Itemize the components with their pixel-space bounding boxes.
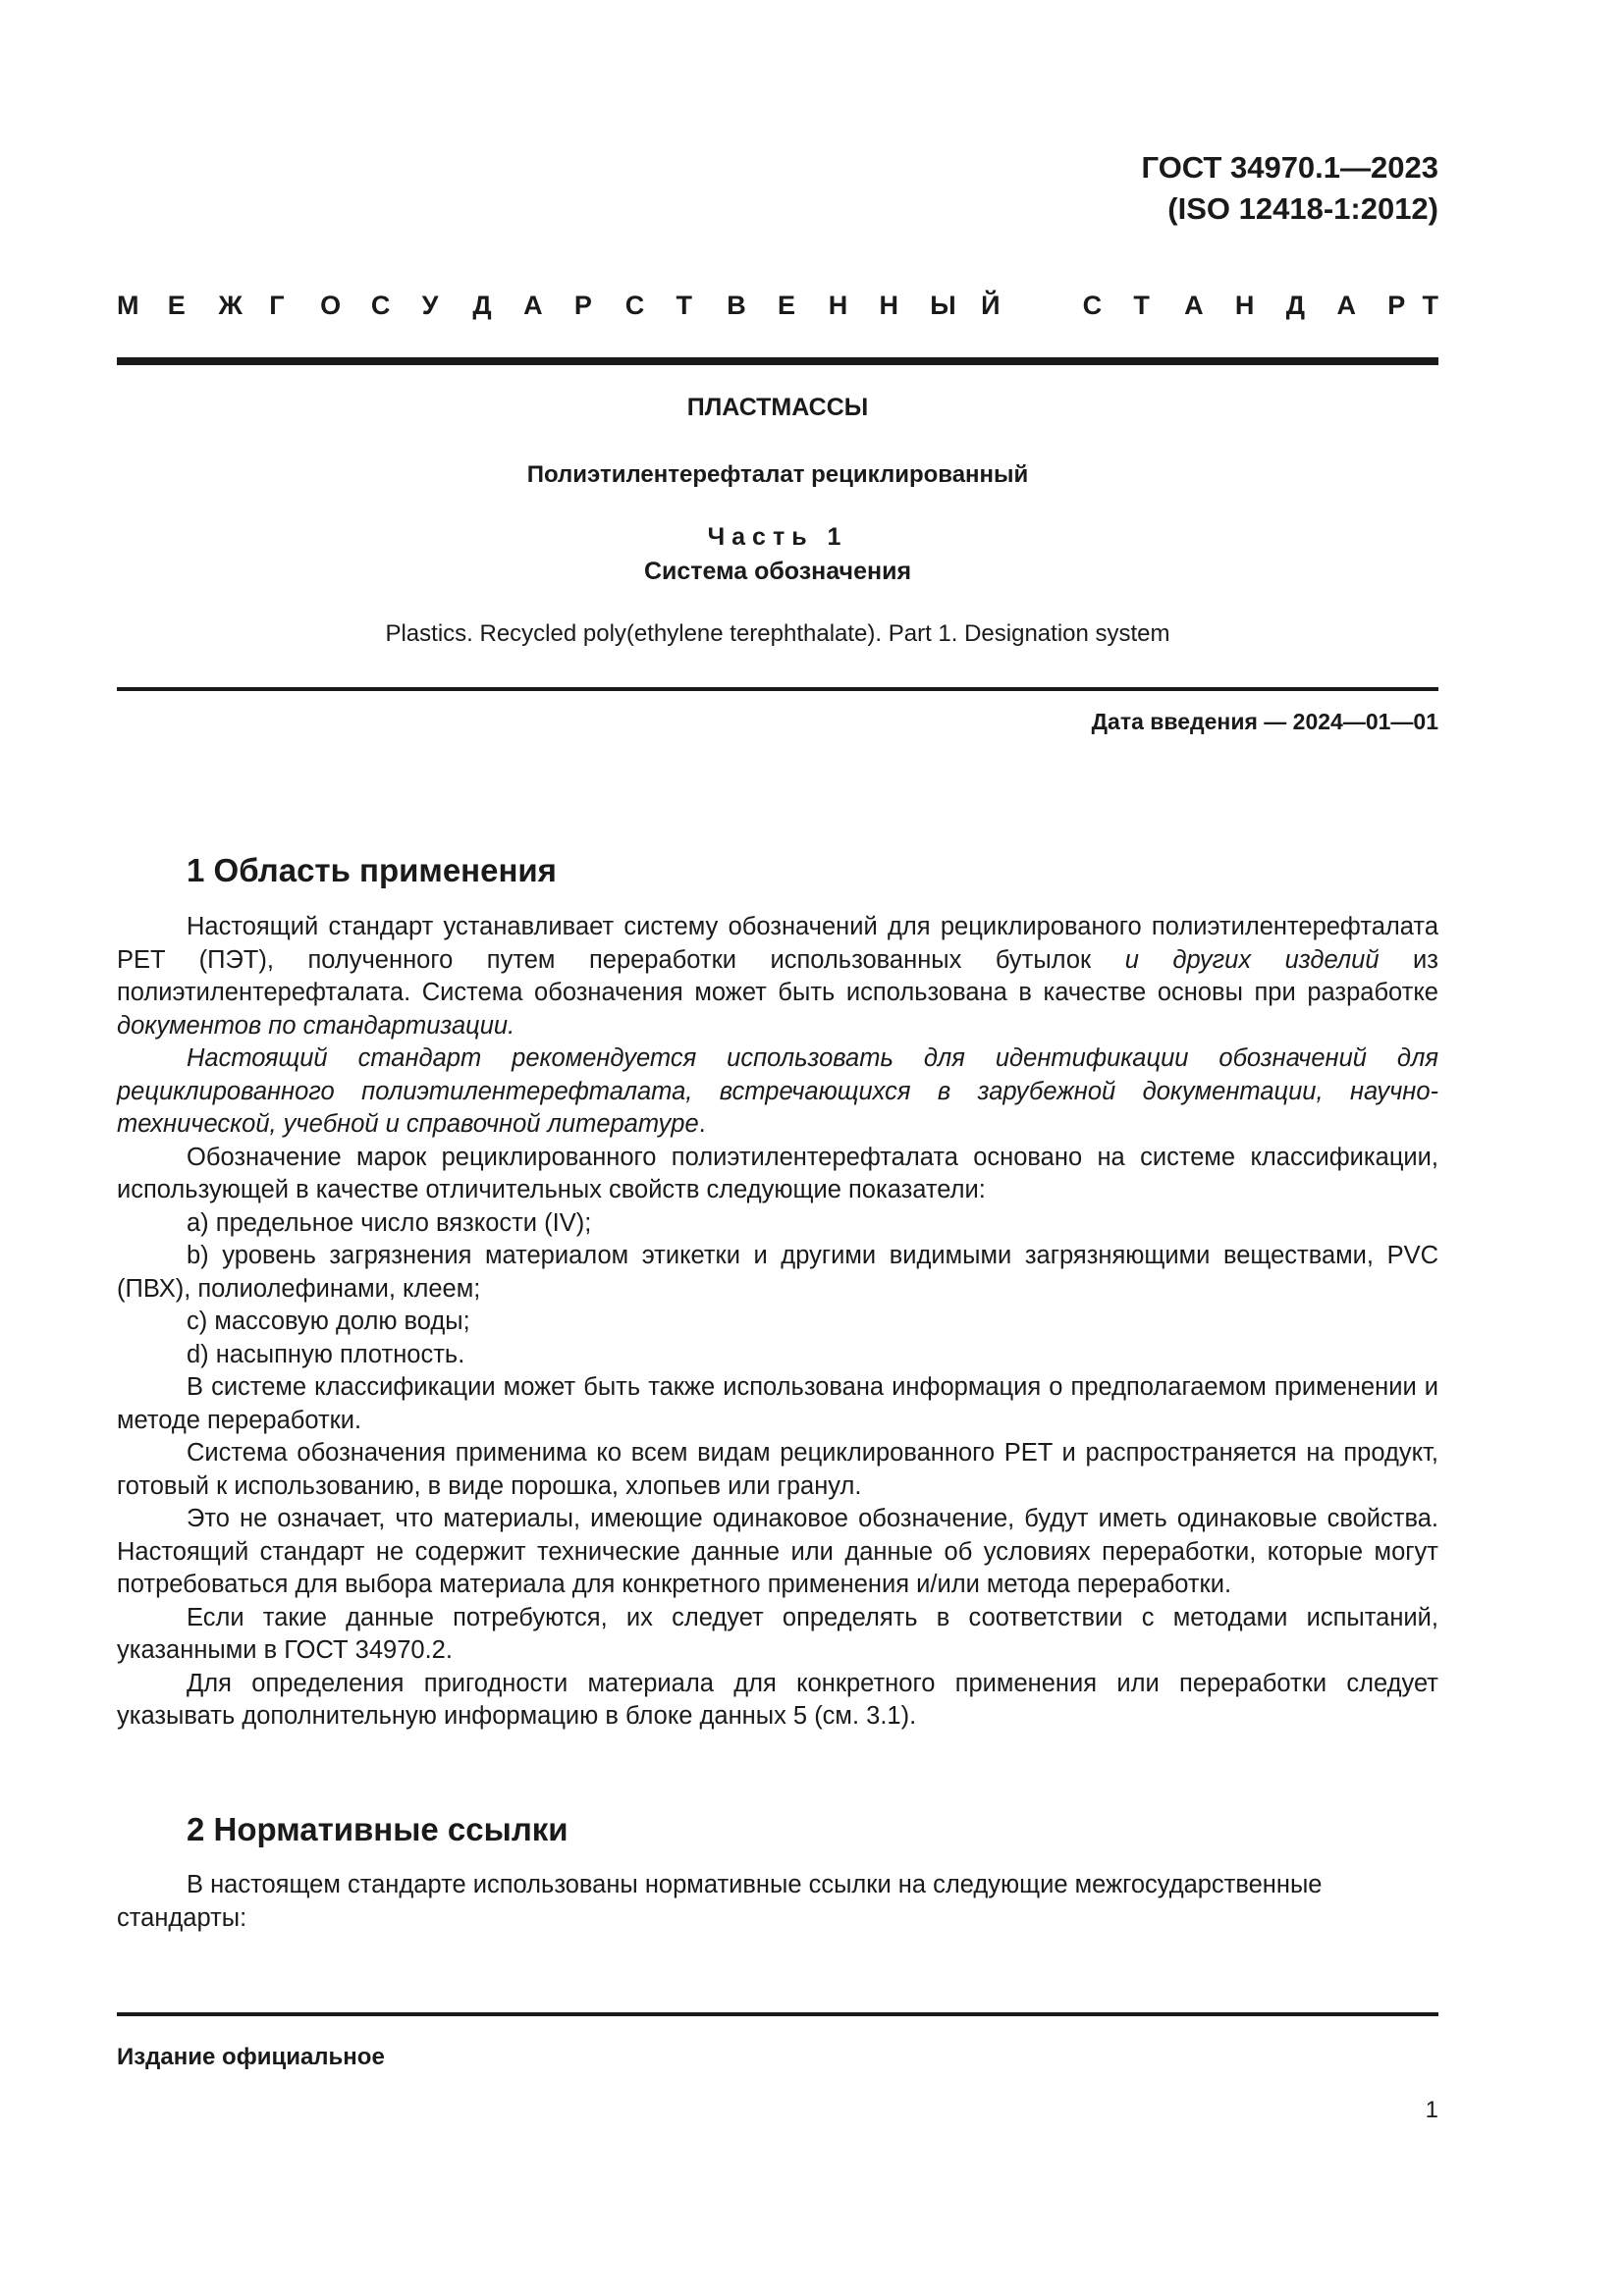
heading-letter: Н — [828, 291, 848, 320]
paragraph: В системе классификации может быть также использована информация о предполагаемом применении и методе переработки. — [117, 1373, 1438, 1434]
heading-letter: Ж — [218, 291, 243, 320]
heading-letter: А — [1184, 291, 1204, 320]
part-number: Часть 1 — [707, 523, 848, 551]
paragraph: Настоящий стандарт рекомендуется использовать для идентификации обозначений для рециклированного полиэтилентерефталата, встречающихся в зарубежной документации, научно-технической, учебной и справочной литературе. — [117, 1044, 1438, 1138]
paragraph: Это не означает, что материалы, имеющие одинаковое обозначение, будут иметь одинаковые свойства. Настоящий стандарт не содержит технические данные или данные об условиях переработки, которые могут потребоваться для выбора материала для конкретного применения и/или метода переработки. — [117, 1505, 1438, 1598]
paragraph: В настоящем стандарте использованы нормативные ссылки на следующие межгосударственные стандарты: — [117, 1871, 1323, 1932]
heading-letter: С — [624, 291, 645, 320]
heading-letter: Е — [778, 291, 796, 320]
document-subtitle: Полиэтилентерефталат рециклированный — [526, 461, 1029, 488]
list-item: a) предельное число вязкости (IV); — [187, 1208, 592, 1237]
heading-letter: М — [117, 291, 139, 320]
part-title: Система обозначения — [643, 558, 912, 585]
heading-letter: Р — [1387, 291, 1406, 320]
heading-letter: Е — [167, 291, 186, 320]
list-item: b) уровень загрязнения материалом этикетки и другими видимыми загрязняющими веществами, PVC (ПВХ), полиолефинами, клеем; — [117, 1242, 1438, 1303]
list-item: d) насыпную плотность. — [187, 1340, 465, 1368]
heading-letter: С — [370, 291, 391, 320]
heading-letter: С — [1082, 291, 1103, 320]
section-2-body — [117, 1869, 1438, 1935]
heading-letter: Г — [269, 291, 285, 320]
header-rule — [117, 357, 1438, 365]
gost-number: ГОСТ 34970.1—2023 — [1141, 150, 1438, 185]
interstate-standard-heading — [117, 291, 1438, 330]
paragraph: Для определения пригодности материала для конкретного применения или переработки следует указывать дополнительную информацию в блоке данных 5 (см. 3.1). — [117, 1669, 1438, 1730]
footer-rule — [117, 2012, 1438, 2016]
heading-letter: Т — [1422, 291, 1438, 320]
standard-designation — [1142, 147, 1438, 230]
paragraph: Настоящий стандарт устанавливает систему обозначений для рециклированого полиэтилентерефталата PET (ПЭТ), полученного путем переработки использованных бутылок и других изделий из полиэтилентерефталата. Система обозначения может быть использована в качестве основы при разработке документов по стандартизации. — [117, 913, 1438, 1040]
heading-letter: Д — [1285, 291, 1305, 320]
section-1-body — [117, 911, 1438, 1734]
page-number: 1 — [1425, 2097, 1438, 2123]
introduction-date: Дата введения — 2024—01—01 — [1091, 709, 1438, 734]
english-title: Plastics. Recycled poly(ethylene terephthalate). Part 1. Designation system — [385, 620, 1170, 647]
paragraph: Обозначение марок рециклированного полиэтилентерефталата основано на системе классификации, использующей в качестве отличительных свойств следующие показатели: — [117, 1143, 1438, 1203]
heading-letter: Р — [573, 291, 592, 320]
heading-letter: Н — [1234, 291, 1255, 320]
heading-letter: А — [523, 291, 543, 320]
heading-letter: Т — [676, 291, 692, 320]
official-edition-label: Издание официальное — [117, 2044, 385, 2070]
heading-letter: У — [421, 291, 439, 320]
heading-letter: Ы — [930, 291, 956, 320]
section-1-heading: 1 Область применения — [187, 852, 557, 888]
document-title: ПЛАСТМАССЫ — [686, 394, 869, 421]
heading-letter: Й — [981, 291, 1001, 320]
title-rule — [117, 687, 1438, 691]
heading-letter: Д — [472, 291, 492, 320]
heading-letter: В — [727, 291, 746, 320]
iso-number: (ISO 12418-1:2012) — [1167, 191, 1438, 226]
paragraph: Система обозначения применима ко всем видам рециклированного PET и распространяется на продукт, готовый к использованию, в виде порошка, хлопьев или гранул. — [117, 1439, 1438, 1500]
section-2-heading: 2 Нормативные ссылки — [187, 1811, 568, 1847]
heading-letter: О — [320, 291, 342, 320]
heading-letter: Н — [879, 291, 899, 320]
paragraph: Если такие данные потребуются, их следует определять в соответствии с методами испытаний, указанными в ГОСТ 34970.2. — [117, 1603, 1438, 1664]
heading-letter: Т — [1133, 291, 1150, 320]
interstate-standard-letters — [117, 291, 1438, 330]
heading-letter: А — [1336, 291, 1356, 320]
list-item: c) массовую долю воды; — [187, 1308, 470, 1335]
